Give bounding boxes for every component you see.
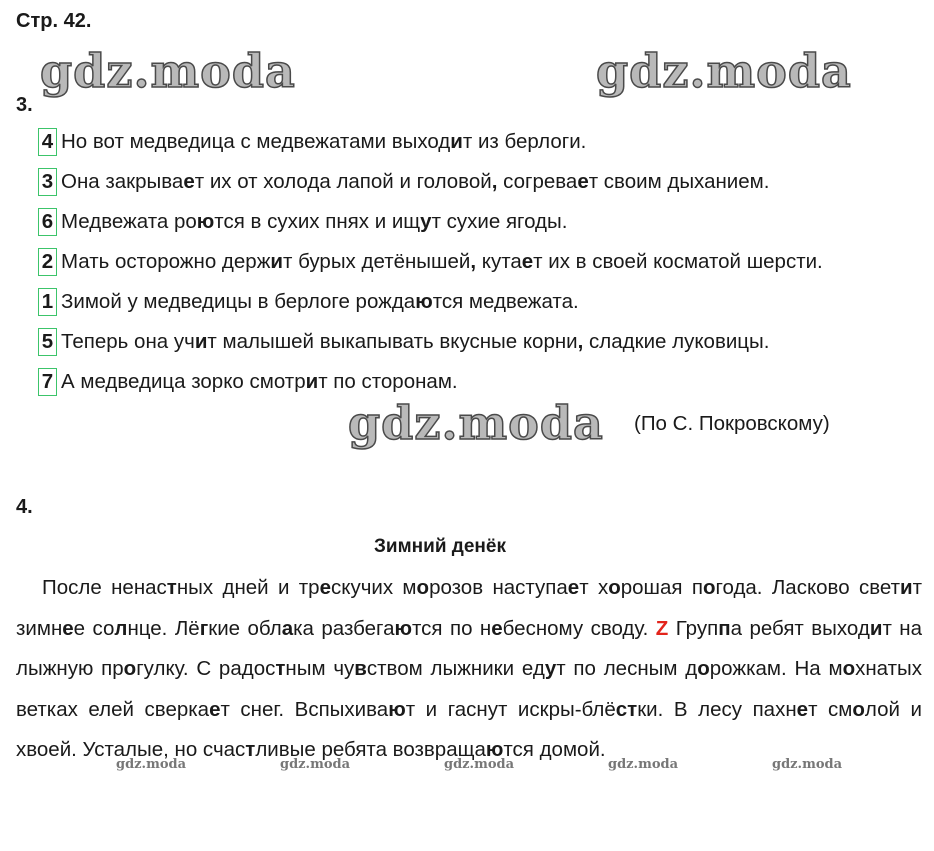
text-fragment: т их в своей косматой шерсти. bbox=[533, 250, 823, 273]
text-fragment: Она закрыва bbox=[61, 170, 184, 193]
highlighted-letter: , bbox=[470, 250, 477, 273]
order-number-box: 4 bbox=[38, 128, 57, 156]
text-fragment: т по сторонам. bbox=[318, 370, 458, 393]
sentence-text bbox=[61, 168, 769, 196]
text-fragment: гулку. С радос bbox=[136, 657, 276, 680]
highlighted-letter: е bbox=[183, 170, 195, 193]
text-fragment: т из берлоги. bbox=[462, 130, 587, 153]
highlighted-letter: у bbox=[420, 210, 432, 233]
text-fragment: Медвежата ро bbox=[61, 210, 197, 233]
text-fragment: рошая п bbox=[620, 576, 703, 599]
sentence-text bbox=[61, 328, 769, 356]
highlighted-letter: а bbox=[281, 616, 294, 640]
highlighted-letter: , bbox=[491, 170, 498, 193]
highlighted-letter: е bbox=[567, 576, 580, 599]
highlighted-letter: о bbox=[842, 657, 856, 680]
text-fragment: е со bbox=[73, 616, 115, 640]
text-fragment: нце. Лё bbox=[127, 616, 200, 640]
story-title: Зимний денёк bbox=[374, 536, 506, 557]
highlighted-letter: л bbox=[114, 616, 128, 640]
highlighted-letter: о bbox=[416, 576, 430, 599]
text-fragment: После ненас bbox=[42, 576, 167, 599]
highlighted-letter: е bbox=[796, 697, 809, 721]
page-label: Стр. 42. bbox=[16, 10, 92, 32]
watermark-logo: gdz.moda bbox=[348, 396, 604, 450]
text-fragment: бесному своду. bbox=[502, 616, 656, 640]
highlighted-letter: т bbox=[166, 576, 177, 599]
highlighted-letter: о bbox=[697, 657, 710, 680]
text-fragment: т своим дыханием. bbox=[588, 170, 770, 193]
text-fragment: Мать осторожно держ bbox=[61, 250, 271, 273]
sentence-row bbox=[38, 128, 823, 168]
highlighted-letter: е bbox=[491, 616, 503, 640]
text-fragment: лой и хвоей. Усталые, но счас bbox=[16, 697, 922, 761]
text-fragment: т их от холода лапой и головой bbox=[194, 170, 492, 193]
sentence-list bbox=[38, 128, 823, 408]
task-3-number: 3. bbox=[16, 94, 33, 116]
watermark-logo-small: gdz.moda bbox=[772, 757, 843, 772]
text-fragment: т по лесным д bbox=[556, 657, 698, 680]
highlighted-letter: и bbox=[900, 576, 913, 599]
text-fragment: а ребят выход bbox=[730, 616, 870, 640]
highlighted-letter: ст bbox=[615, 697, 638, 721]
source-attribution: (По С. Покровскому) bbox=[634, 412, 830, 435]
text-fragment: Груп bbox=[668, 616, 719, 640]
text-fragment: тся медвежата. bbox=[432, 290, 579, 313]
highlighted-letter: и bbox=[270, 250, 284, 273]
sentence-row bbox=[38, 368, 823, 408]
highlighted-letter: и bbox=[194, 330, 208, 353]
sentence-row bbox=[38, 328, 823, 368]
text-fragment: А медведица зорко смотр bbox=[61, 370, 306, 393]
text-fragment: согрева bbox=[497, 170, 578, 193]
watermark-logo: gdz.moda bbox=[596, 44, 852, 98]
sentence-text bbox=[61, 248, 823, 276]
text-fragment: т сухие ягоды. bbox=[431, 210, 568, 233]
text-fragment: ка разбега bbox=[293, 616, 395, 640]
text-fragment: сладкие луковицы. bbox=[583, 330, 770, 353]
highlighted-letter: ю bbox=[388, 697, 406, 721]
text-fragment: т снег. Вспыхива bbox=[220, 697, 389, 721]
order-number-box: 7 bbox=[38, 368, 57, 396]
text-fragment: ливые ребята возвраща bbox=[255, 738, 486, 761]
text-fragment: ством лыжники ед bbox=[366, 657, 545, 680]
highlighted-letter: е bbox=[209, 697, 221, 721]
highlighted-letter: ю bbox=[394, 616, 412, 640]
highlighted-letter: , bbox=[577, 330, 584, 353]
highlighted-letter: и bbox=[305, 370, 319, 393]
text-fragment: хнатых ветках елей сверка bbox=[16, 657, 923, 721]
order-number-box: 2 bbox=[38, 248, 57, 276]
order-number-box: 3 bbox=[38, 168, 57, 196]
sentence-text bbox=[61, 288, 579, 316]
sentence-row bbox=[38, 208, 823, 248]
text-fragment: ных дней и тр bbox=[176, 576, 320, 599]
order-number-box: 6 bbox=[38, 208, 57, 236]
text-fragment: тся по н bbox=[412, 616, 492, 640]
highlighted-letter: о bbox=[608, 576, 621, 599]
highlighted-letter: е bbox=[319, 576, 331, 599]
highlighted-letter: ю bbox=[196, 210, 215, 233]
watermark-logo-small: gdz.moda bbox=[116, 757, 187, 772]
sentence-row bbox=[38, 288, 823, 328]
highlighted-letter: в bbox=[354, 657, 367, 680]
text-fragment: Теперь она уч bbox=[61, 330, 195, 353]
text-fragment: ным чу bbox=[285, 657, 355, 680]
watermark-logo-small: gdz.moda bbox=[608, 757, 679, 772]
highlighted-letter: ю bbox=[415, 290, 433, 313]
highlighted-letter: е bbox=[577, 170, 589, 193]
sentence-text bbox=[61, 208, 567, 236]
highlighted-letter: о bbox=[702, 576, 716, 599]
highlighted-letter: т bbox=[245, 738, 256, 761]
sentence-row bbox=[38, 168, 823, 208]
text-fragment: Зимой у медведицы в берлоге рожда bbox=[61, 290, 416, 313]
text-fragment: розов наступа bbox=[429, 576, 568, 599]
highlighted-letter: у bbox=[544, 657, 557, 680]
watermark-logo-small: gdz.moda bbox=[444, 757, 515, 772]
highlighted-letter: т bbox=[275, 657, 286, 680]
highlighted-letter: п bbox=[718, 616, 731, 640]
highlighted-letter: и bbox=[450, 130, 463, 153]
text-fragment: скучих м bbox=[331, 576, 417, 599]
text-fragment: Но вот медведица с медвежатами выход bbox=[61, 130, 451, 153]
text-fragment: тся домой. bbox=[503, 738, 606, 761]
sentence-text bbox=[61, 368, 458, 396]
order-number-box: 5 bbox=[38, 328, 57, 356]
task-4-number: 4. bbox=[16, 496, 33, 518]
text-fragment: года. Ласково свет bbox=[715, 576, 900, 599]
order-number-box: 1 bbox=[38, 288, 57, 316]
text-fragment: т и гаснут искры-блё bbox=[405, 697, 616, 721]
highlighted-letter: о bbox=[852, 697, 865, 721]
text-fragment: т малышей выкапывать вкусные корни bbox=[207, 330, 578, 353]
text-fragment: тся в сухих пнях и ищ bbox=[214, 210, 421, 233]
watermark-logo-small: gdz.moda bbox=[280, 757, 351, 772]
highlighted-letter: ю bbox=[485, 738, 504, 761]
text-fragment: т бурых детёнышей bbox=[283, 250, 471, 273]
highlighted-letter: и bbox=[869, 616, 883, 640]
highlighted-letter: е bbox=[521, 250, 534, 273]
highlighted-letter: о bbox=[123, 657, 137, 680]
text-fragment: т на лыжную пр bbox=[16, 616, 923, 680]
text-fragment: т см bbox=[808, 697, 853, 721]
text-fragment: т зимн bbox=[16, 576, 922, 640]
highlighted-letter: е bbox=[62, 616, 74, 640]
sentence-row bbox=[38, 248, 823, 288]
text-fragment: кута bbox=[476, 250, 522, 273]
paragraph-mark: Z bbox=[655, 616, 669, 640]
text-fragment: ки. В лесу пахн bbox=[637, 697, 797, 721]
sentence-text bbox=[61, 128, 586, 156]
text-fragment: рожкам. На м bbox=[709, 657, 843, 680]
watermark-logo: gdz.moda bbox=[40, 44, 296, 98]
text-fragment: кие обл bbox=[208, 616, 282, 640]
text-fragment: т х bbox=[579, 576, 609, 599]
highlighted-letter: г bbox=[199, 616, 209, 640]
story-text bbox=[16, 568, 922, 771]
